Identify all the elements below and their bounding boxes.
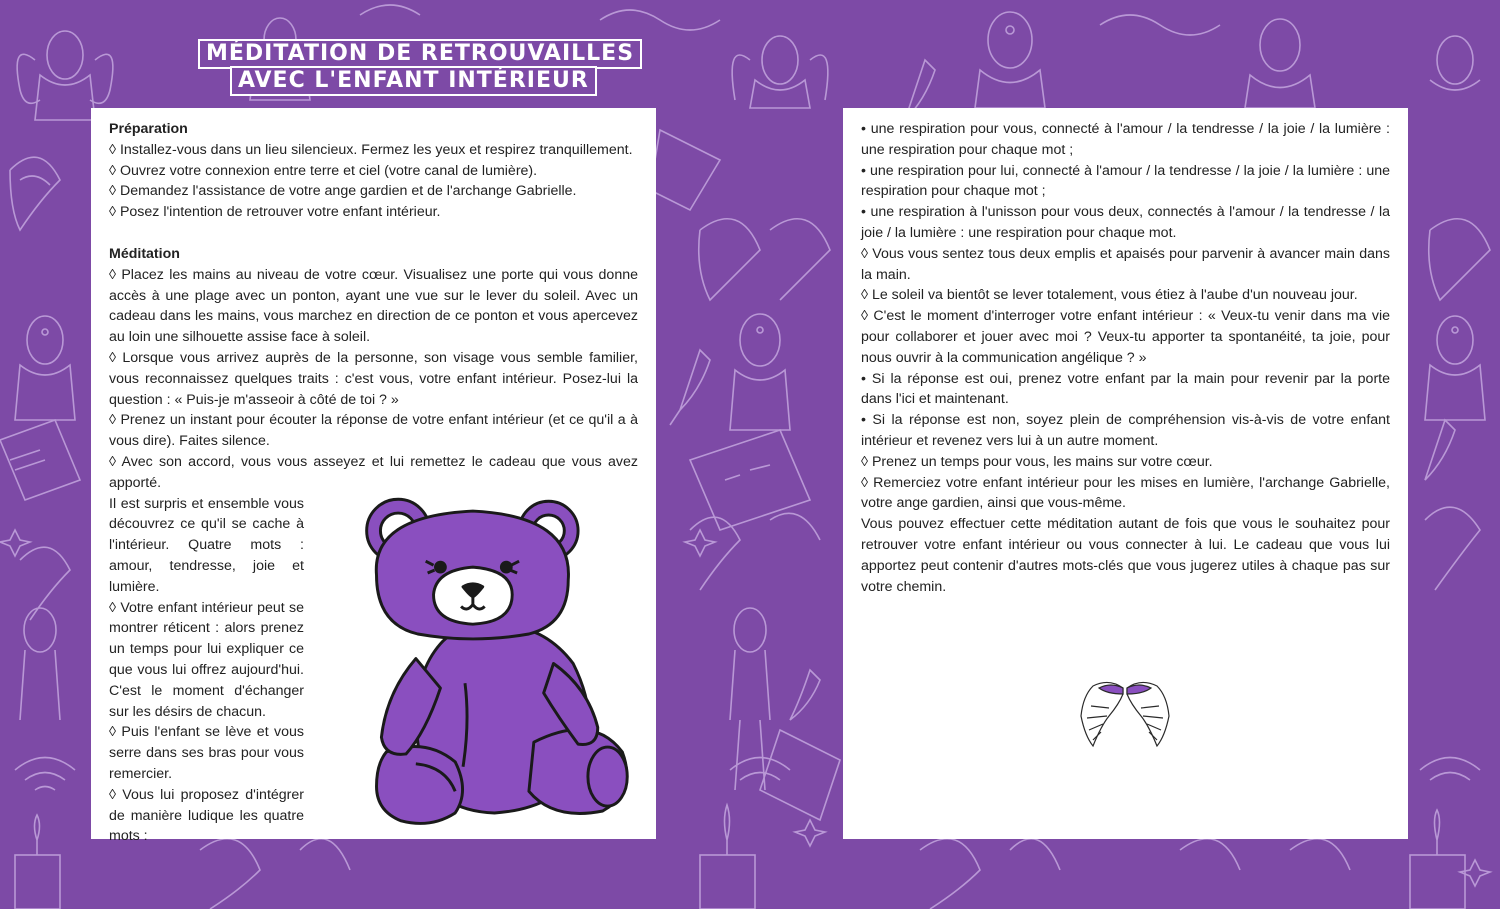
book-icon (650, 130, 720, 210)
wing-icon (200, 839, 350, 909)
right-paragraph: • une respiration pour lui, connecté à l'amour / la tendresse / la joie / la lumière : une respiration pour chaque mot ; (861, 162, 1390, 200)
right-paragraph: ◊ C'est le moment d'interroger votre enfant intérieur : « Veux-tu venir dans ma vie pour collaborer et jouer avec moi ? Veux-tu apporter ta spontanéité, ta joie, pour nous ouvrir à la communication angélique ? » (861, 308, 1390, 366)
angel-figure-icon (20, 608, 60, 720)
feather-icon (790, 670, 820, 720)
angel-figure-icon (975, 12, 1045, 108)
angel-figure-icon (730, 608, 770, 790)
page-title-line-1: MÉDITATION DE RETROUVAILLES (198, 39, 642, 69)
wing-icon (10, 157, 60, 230)
angel-figure-icon (15, 316, 75, 420)
book-icon (0, 420, 80, 500)
signal-icon (1420, 758, 1480, 781)
star-icon (685, 530, 715, 556)
wing-icon (690, 513, 820, 590)
preparation-item: ◊ Demandez l'assistance de votre ange gardien et de l'archange Gabrielle. (109, 183, 577, 200)
preparation-item: ◊ Posez l'intention de retrouver votre enfant intérieur. (109, 204, 441, 221)
right-paragraph: ◊ Prenez un temps pour vous, les mains sur votre cœur. (861, 453, 1213, 470)
candle-icon (15, 815, 60, 909)
right-paragraph: • une respiration à l'unisson pour vous deux, connectés à l'amour / la tendresse / la joie / la lumière : une respiration pour chaque mot. (861, 204, 1390, 241)
angel-figure-icon (1425, 316, 1485, 420)
teddy-bear-illustration (347, 496, 642, 831)
left-page (91, 108, 656, 845)
wing-icon (699, 219, 830, 300)
star-icon (795, 820, 825, 846)
swirl-icon (360, 5, 1220, 35)
book-icon (690, 430, 810, 530)
signal-icon (15, 758, 75, 791)
angel-figure-icon (17, 31, 113, 120)
preparation-item: ◊ Ouvrez votre connexion entre terre et ciel (votre canal de lumière). (109, 162, 538, 179)
angel-figure-icon (1430, 36, 1480, 90)
right-paragraph: • une respiration pour vous, connecté à l'amour / la tendresse / la joie / la lumière : une respiration pour chaque mot ; (861, 121, 1390, 158)
preparation-heading: Préparation (109, 121, 188, 137)
wing-icon (1429, 219, 1490, 300)
feather-icon (670, 350, 710, 425)
preparation-item: ◊ Installez-vous dans un lieu silencieux. Fermez les yeux et respirez tranquillement. (109, 141, 633, 158)
meditation-paragraph: ◊ Votre enfant intérieur peut se montrer réticent : alors prenez un temps pour lui expliquer ce que vous lui offrez aujourd'hui. C'est le moment d'échanger sur les désirs de chacun. (109, 599, 304, 720)
page-title-line-2: AVEC L'ENFANT INTÉRIEUR (230, 66, 597, 96)
right-paragraph: Vous pouvez effectuer cette méditation autant de fois que vous le souhaitez pour retrouver votre enfant intérieur ou vous connecter à lui. Le cadeau que vous lui apportez peut contenir d'autres mots-clés que vous jugerez utiles à chaque pas sur votre chemin. (861, 516, 1390, 595)
star-icon (0, 530, 30, 556)
wing-icon (1180, 839, 1350, 870)
meditation-paragraph: ◊ Lorsque vous arrivez auprès de la personne, son visage vous semble familier, vous reconnaissez quelques traits : c'est vous, votre enfant intérieur. Posez-lui la question : « Puis-je m'asseoir à côté de toi ? » (109, 349, 638, 408)
angel-figure-icon (1245, 19, 1315, 108)
candle-icon (1410, 810, 1465, 909)
wing-icon (920, 839, 1060, 909)
meditation-paragraph: ◊ Vous lui proposez d'intégrer de manière ludique les quatre mots : (109, 786, 304, 845)
meditation-paragraph: ◊ Avec son accord, vous vous asseyez et lui remettez le cadeau que vous avez apporté. (109, 453, 638, 491)
right-paragraph: • Si la réponse est oui, prenez votre enfant par la main pour revenir par la porte dans l'ici et maintenant. (861, 370, 1390, 408)
meditation-paragraph: ◊ Placez les mains au niveau de votre cœur. Visualisez une porte qui vous donne accès à une plage avec un ponton, ayant une vue sur le lever du soleil. Avec un cadeau dans les mains, vous marchez en direction de ce ponton et vous apercevez au loin une silhouette assise face à soleil. (109, 266, 638, 346)
right-paragraph: ◊ Vous vous sentez tous deux emplis et apaisés pour parvenir à avancer main dans la main. (861, 245, 1390, 283)
angel-figure-icon (732, 36, 828, 108)
angel-wings-icon (1079, 676, 1171, 748)
right-paragraph: ◊ Remerciez votre enfant intérieur pour les mises en lumière, l'archange Gabrielle, votre ange gardien, ainsi que vous-même. (861, 474, 1390, 512)
feather-icon (1425, 420, 1455, 480)
meditation-heading: Méditation (109, 245, 180, 262)
right-page (843, 108, 1408, 839)
right-paragraph: ◊ Le soleil va bientôt se lever totalement, vous étiez à l'aube d'un nouveau jour. (861, 287, 1358, 304)
signal-icon (730, 758, 790, 781)
meditation-paragraph: Il est surpris et ensemble vous découvrez ce qu'il se cache à l'intérieur. Quatre mots : amour, tendresse, joie et lumière. (109, 495, 304, 595)
meditation-paragraph: ◊ Prenez un instant pour écouter la réponse de votre enfant intérieur (et ce qu'il a à vous dire). Faites silence. (109, 412, 638, 450)
candle-icon (700, 805, 755, 909)
wing-icon (1425, 507, 1480, 590)
right-paragraph: • Si la réponse est non, soyez plein de compréhension vis-à-vis de votre enfant intérieur et revenez vers lui à un autre moment. (861, 412, 1390, 449)
meditation-paragraph: ◊ Puis l'enfant se lève et vous serre dans ses bras pour vous remercier. (109, 724, 304, 782)
angel-figure-icon (730, 314, 790, 430)
